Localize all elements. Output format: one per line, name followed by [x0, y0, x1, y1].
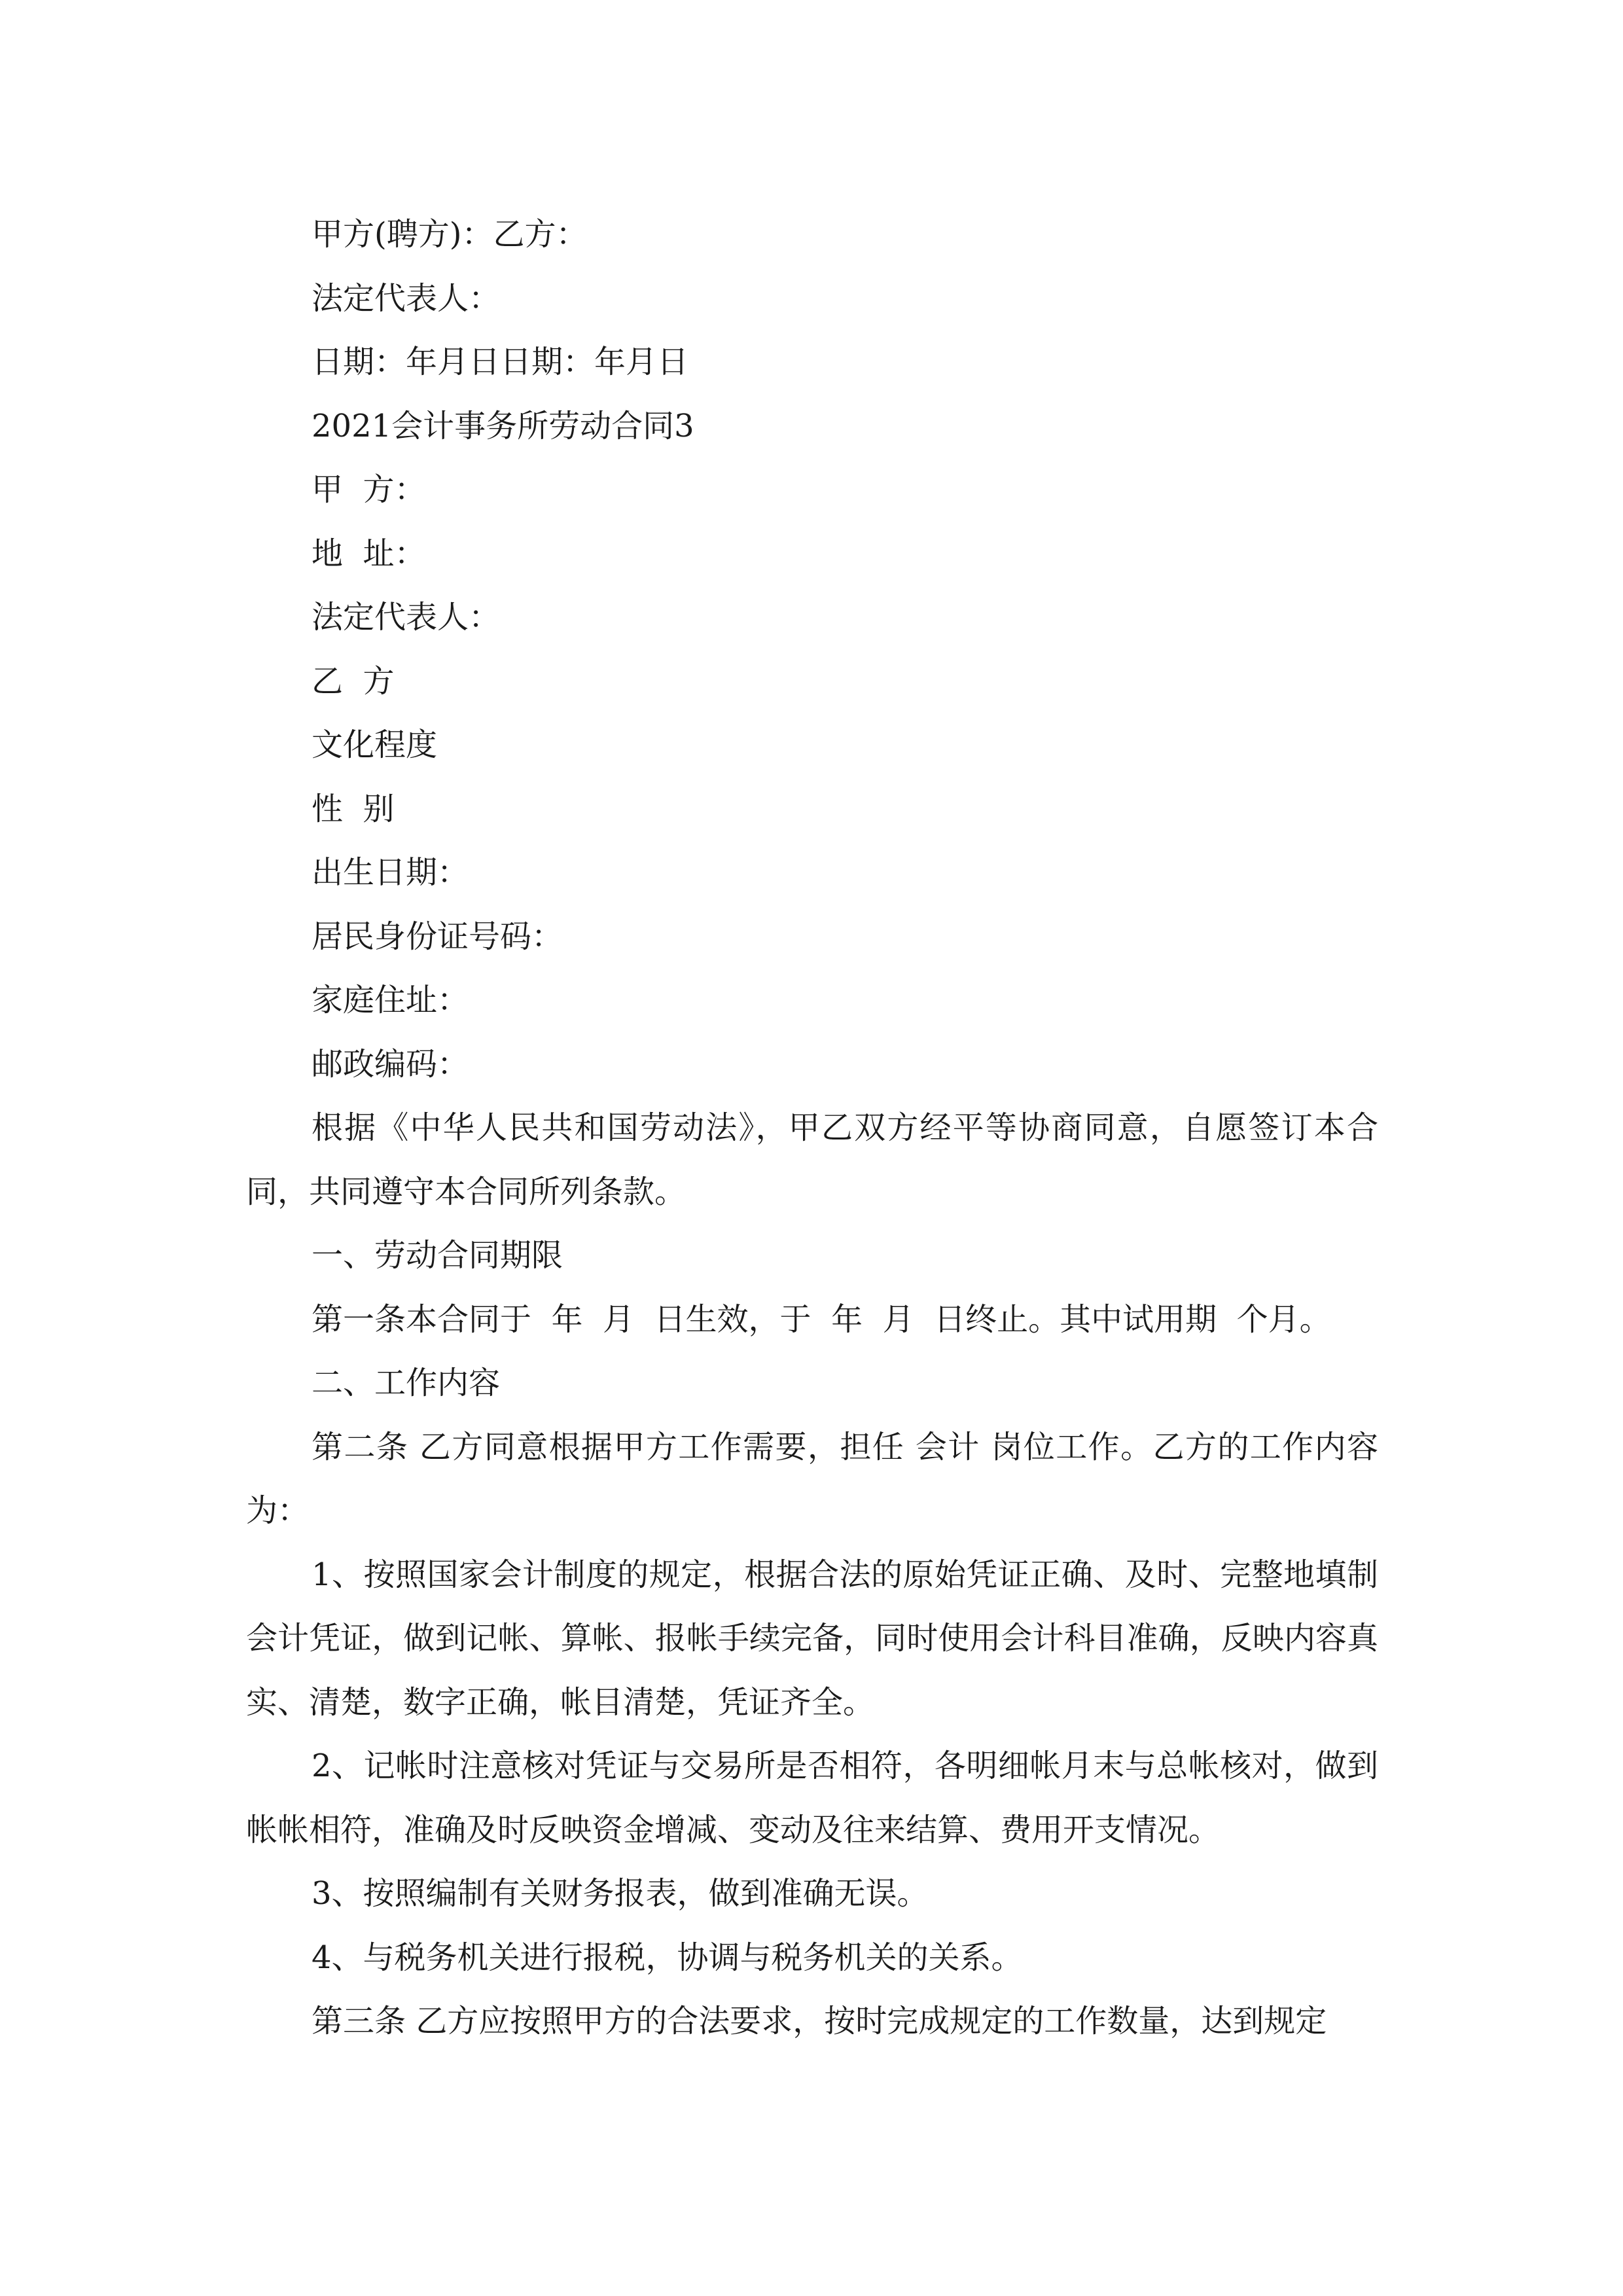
duty-item-1: 1、按照国家会计制度的规定，根据合法的原始凭证正确、及时、完整地填制会计凭证，做到记帐、算帐、报帐手续完备，同时使用会计科目准确，反映内容真实、清楚，数字正确，帐目清楚，凭证齐全。	[246, 1556, 1378, 1721]
section-2-title: 二、工作内容	[312, 1365, 501, 1401]
party-b-line: 乙 方	[312, 662, 395, 700]
postal-code-line: 邮政编码：	[312, 1045, 469, 1083]
intro-paragraph: 根据《中华人民共和国劳动法》，甲乙双方经平等协商同意，自愿签订本合同，共同遵守本合同所列条款。	[246, 1109, 1378, 1210]
date-line: 日期：年月日日期：年月日	[312, 344, 689, 380]
birth-date-line: 出生日期：	[312, 854, 469, 891]
legal-representative-line: 法定代表人：	[312, 279, 501, 317]
duty-item-2: 2、记帐时注意核对凭证与交易所是否相符，各明细帐月末与总帐核对，做到帐帐相符，准确及时反映资金增减、变动及往来结算、费用开支情况。	[246, 1748, 1378, 1848]
section-1-title: 一、劳动合同期限	[312, 1237, 563, 1274]
gender-line: 性 别	[312, 790, 395, 827]
duty-item-3: 3、按照编制有关财务报表，做到准确无误。	[312, 1875, 929, 1912]
legal-representative-line-2: 法定代表人：	[312, 599, 501, 636]
article-3-partial: 第三条 乙方应按照甲方的合法要求，按时完成规定的工作数量，达到规定	[312, 2003, 1327, 2039]
contract-body	[246, 203, 1378, 2054]
article-1: 第一条本合同于 年 月 日生效，于 年 月 日终止。其中试用期 个月。	[312, 1300, 1331, 1338]
contract-title: 2021会计事务所劳动合同3	[312, 407, 694, 444]
address-line: 地 址：	[312, 535, 426, 572]
duty-item-4: 4、与税务机关进行报税，协调与税务机关的关系。	[312, 1939, 1023, 1976]
education-line: 文化程度	[312, 726, 438, 763]
id-number-line: 居民身份证号码：	[312, 918, 563, 955]
home-address-line: 家庭住址：	[312, 982, 469, 1018]
party-a-line: 甲 方：	[312, 471, 426, 508]
party-a-employer-line: 甲方(聘方)：乙方：	[312, 216, 588, 253]
article-2: 第二条 乙方同意根据甲方工作需要，担任 会计 岗位工作。乙方的工作内容为：	[246, 1428, 1378, 1529]
